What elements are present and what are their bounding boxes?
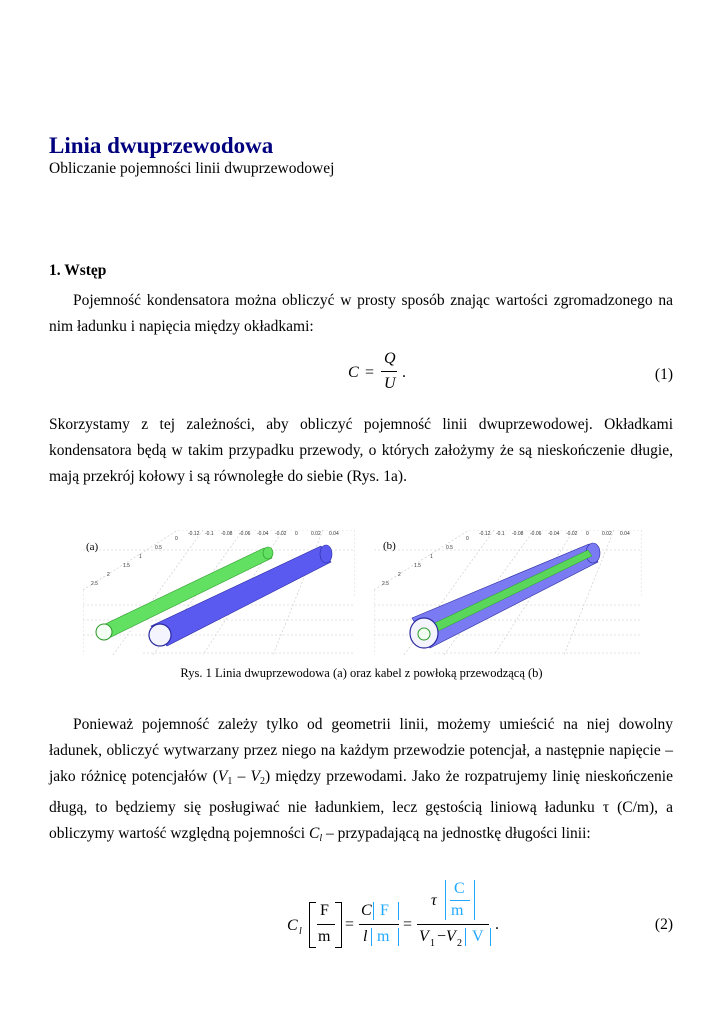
eq2-subscript-2: 2 (457, 938, 462, 949)
eq1-equals: = (365, 364, 375, 381)
paragraph-3 (49, 712, 673, 852)
eq2-unit-f: F (380, 902, 389, 919)
p3-text-b: ) między przewodami. Jako że rozpatrujemy linię nieskończenie długą, to będziemy się posługiwać nie ładunkiem, lecz gęstością liniową ładunku τ (C/m), a obliczymy wartość względną pojemności (49, 768, 673, 842)
var-v: V (250, 768, 261, 785)
paragraph-1: Pojemność kondensatora można obliczyć w prosty sposób znając wartości zgromadzonego na nim ładunku i napięcia między okładkami: (49, 292, 673, 335)
eq2-unit-v: V (472, 928, 484, 945)
eq2-period: . (495, 916, 499, 933)
tick-label: 1 (430, 554, 433, 560)
tick-label: -0.02 (275, 531, 287, 537)
eq2-unit-m: m (318, 928, 331, 945)
eq1-period: . (402, 364, 406, 381)
paragraph-2: Skorzystamy z tej zależności, aby obliczyć pojemność linii dwuprzewodowej. Okładkami kondensatora będą w takim przypadku przewody, o których założymy że są nieskończenie długie, mają przekrój kołowy i są równoległe do siebie (Rys. 1a). (49, 416, 673, 485)
tick-label: 0.04 (620, 531, 630, 537)
unit-box (465, 928, 491, 946)
tick-label: 0 (466, 536, 469, 542)
fraction-bar (450, 900, 470, 901)
tick-label: -0.12 (479, 531, 491, 537)
fraction-bar (317, 924, 335, 925)
tick-label: 0 (586, 531, 589, 537)
p3-text-a: Ponieważ pojemność zależy tylko od geometrii linii, możemy umieścić na niej dowolny ładunek, obliczyć wytwarzany przez niego na każdym przewodzie potencjał, a następnie napięcie – jako różnicę potencjałów ( (49, 716, 673, 785)
tick-label: -0.02 (566, 531, 578, 537)
eq2-unit-m: m (377, 928, 390, 945)
green-conductor-end (263, 547, 273, 559)
var-v: V (217, 768, 228, 785)
eq1-numerator: Q (384, 350, 396, 367)
tick-label: -0.08 (221, 531, 233, 537)
tick-label: 0.02 (311, 531, 321, 537)
eq1-denominator: U (384, 375, 396, 392)
eq2-unit-f: F (320, 902, 329, 919)
section-heading: 1. Wstęp (49, 262, 107, 279)
tick-label: 2.5 (382, 581, 389, 587)
tick-label: -0.08 (512, 531, 524, 537)
eq2-c: C (287, 917, 298, 934)
eq2-equals: = (345, 916, 355, 933)
tick-label: -0.04 (548, 531, 560, 537)
tick-label: 1 (139, 554, 142, 560)
tick-label: 0.5 (446, 545, 453, 551)
equation-1 (348, 350, 448, 398)
tick-label: 2.5 (91, 581, 98, 587)
eq2-tau: τ (431, 892, 437, 909)
tick-label: 2 (398, 572, 401, 578)
subscript: l (319, 833, 323, 844)
subscript: 1 (227, 776, 233, 787)
figure-caption: Rys. 1 Linia dwuprzewodowa (a) oraz kabel z powłoką przewodzącą (b) (180, 666, 543, 680)
bracket-right (335, 902, 342, 948)
tick-label: 0 (295, 531, 298, 537)
cable-core (418, 550, 592, 638)
green-conductor-section (96, 624, 112, 640)
cable-core-section (418, 628, 430, 640)
unit-box (373, 902, 399, 920)
eq2-v: V (446, 928, 456, 945)
tick-label: 1.5 (414, 563, 421, 569)
eq2-unit-c: C (454, 880, 465, 897)
figure-label-b: (b) (383, 540, 396, 552)
tick-label: 0.5 (155, 545, 162, 551)
equation-number-2: (2) (654, 916, 673, 933)
figure-a (83, 530, 355, 660)
bracket-left (309, 902, 316, 948)
blue-conductor-section (149, 624, 171, 646)
eq2-l: l (363, 928, 368, 945)
eq2-unit-m: m (451, 902, 464, 919)
eq2-c: C (361, 902, 372, 919)
tick-label: 0 (175, 536, 178, 542)
tick-label: 0.04 (329, 531, 339, 537)
tick-label: -0.04 (257, 531, 269, 537)
equation-number-1: (1) (654, 366, 673, 383)
equation-2 (285, 878, 515, 954)
var-c: C (308, 825, 320, 842)
fraction-bar (359, 924, 399, 925)
tick-label: -0.06 (239, 531, 251, 537)
document-title: Linia dwuprzewodowa (49, 133, 274, 158)
subscript: 2 (260, 776, 266, 787)
tick-label: -0.1 (205, 531, 214, 537)
tick-label: 0.02 (602, 531, 612, 537)
p3-text-c: – przypadającą na jednostkę długości linii: (322, 825, 591, 842)
tick-label: -0.1 (496, 531, 505, 537)
minus-sign: – (232, 768, 251, 785)
eq2-v: V (419, 928, 429, 945)
blue-conductor-end (320, 545, 332, 563)
eq2-subscript-1: 1 (430, 938, 435, 949)
tick-label: -0.06 (530, 531, 542, 537)
fraction-bar (381, 371, 397, 372)
figure-b (374, 530, 642, 660)
eq2-subscript-l: l (299, 926, 302, 937)
eq2-equals: = (403, 916, 413, 933)
tick-label: -0.12 (188, 531, 200, 537)
unit-box (445, 880, 475, 920)
fraction-bar (417, 924, 489, 925)
tick-label: 1.5 (123, 563, 130, 569)
unit-box (371, 928, 399, 946)
figure-label-a: (a) (86, 541, 99, 553)
eq1-lhs: C (348, 364, 359, 381)
eq2-minus: − (437, 928, 447, 945)
document-subtitle: Obliczanie pojemności linii dwuprzewodowej (49, 160, 335, 177)
tick-label: 2 (107, 572, 110, 578)
